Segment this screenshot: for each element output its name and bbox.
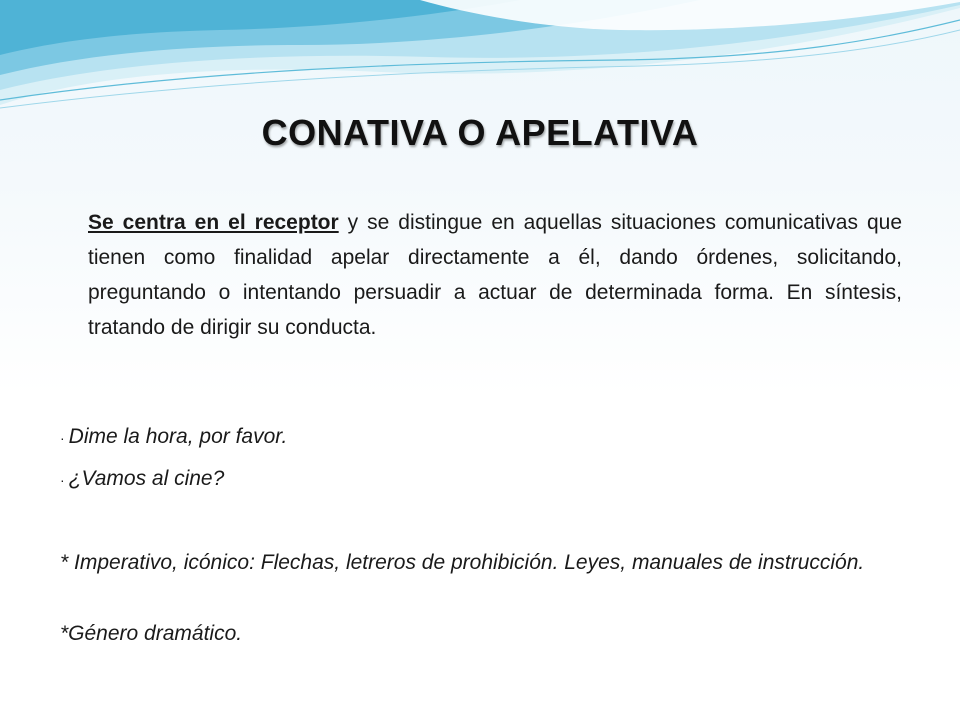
paragraph-rest: y se distingue en aquellas situaciones comunicativas que tienen como finalidad apelar directamente a él, dando órdenes, solicitando, preguntando o intentando persuadir a actuar de determinada forma. En síntesis, tratando de dirigir su conducta. [88,211,902,339]
note-genre: *Género dramático. [60,622,243,645]
bullet-dot: · [60,430,65,446]
paragraph-lead: Se centra en el receptor [88,211,339,234]
header-wave-decoration [0,0,960,120]
example-item [60,467,224,491]
body-paragraph [88,205,902,345]
example-text: ¿Vamos al cine? [68,467,225,490]
example-text: Dime la hora, por favor. [68,425,288,448]
bullet-dot: · [60,472,65,488]
example-item [60,425,287,449]
slide-title: CONATIVA O APELATIVA [261,112,699,153]
note-imperative: * Imperativo, icónico: Flechas, letreros de prohibición. Leyes, manuales de instrucción. [60,551,865,574]
